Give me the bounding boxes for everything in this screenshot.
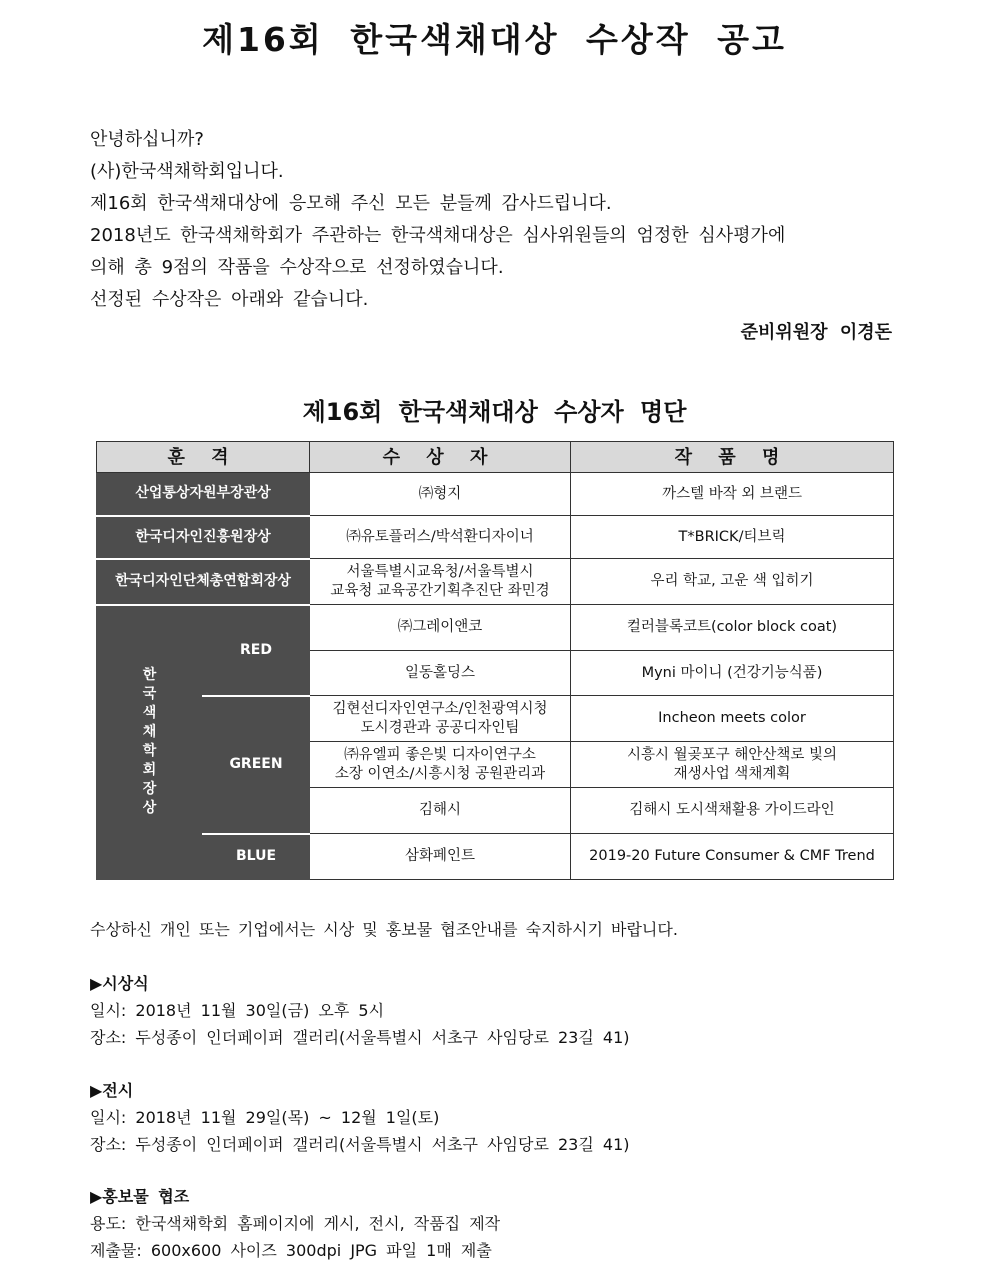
category-blue: BLUE [203, 834, 310, 880]
table-row [97, 473, 894, 516]
notice-text: 수상하신 개인 또는 기업에서는 시상 및 홍보물 협조안내를 숙지하시기 바랍니다. [90, 920, 678, 939]
winner-cell: ㈜그레이앤코 [310, 605, 571, 651]
table-row [97, 605, 894, 651]
section-heading: ▶전시 [90, 1081, 134, 1100]
signature: 준비위원장 이경돈 [740, 322, 892, 343]
work-cell: 까스텔 바작 외 브랜드 [571, 473, 894, 516]
winner-line: 김현선디자인연구소/인천광역시청 [332, 700, 548, 717]
section-line: 일시: 2018년 11월 29일(목) ~ 12월 1일(토) [90, 1108, 440, 1127]
winners-title: 제16회 한국색채대상 수상자 명단 [302, 398, 687, 426]
winner-line: 교육청 교육공간기획추진단 좌민경 [330, 582, 550, 599]
intro-line: (사)한국색채학회입니다. [90, 161, 284, 182]
winner-line: 서울특별시교육청/서울특별시 [346, 563, 534, 580]
intro-line: 의해 총 9점의 작품을 수상작으로 선정하였습니다. [90, 257, 504, 278]
work-cell: Myni 마이니 (건강기능식품) [571, 651, 894, 696]
header-work: 작 품 명 [571, 442, 894, 473]
work-cell: 우리 학교, 고운 색 입히기 [571, 559, 894, 605]
main-award-vertical-label: 한 국 색 채 학 회 장 상 [142, 667, 157, 817]
table-row [97, 834, 894, 880]
winner-cell: ㈜유토플러스/박석환디자이너 [310, 516, 571, 559]
winner-line: ㈜유엘피 좋은빛 디자이연구소 [344, 746, 536, 763]
winner-cell: 일동홀딩스 [310, 651, 571, 696]
award-cell: 한국디자인단체총연합회장상 [97, 559, 310, 605]
header-winner: 수 상 자 [310, 442, 571, 473]
main-award-cell [97, 605, 203, 880]
intro-line: 선정된 수상작은 아래와 같습니다. [90, 289, 369, 310]
intro-paragraph [90, 124, 890, 316]
work-cell: Incheon meets color [571, 696, 894, 742]
section-heading: ▶홍보물 협조 [90, 1187, 190, 1206]
award-cell: 산업통상자원부장관상 [97, 473, 310, 516]
section-line: 장소: 두성종이 인더페이퍼 갤러리(서울특별시 서초구 사임당로 23길 41) [90, 1028, 630, 1047]
table-row [97, 696, 894, 742]
table-row [97, 559, 894, 605]
intro-line: 제16회 한국색채대상에 응모해 주신 모든 분들께 감사드립니다. [90, 193, 612, 214]
section-line: 장소: 두성종이 인더페이퍼 갤러리(서울특별시 서초구 사임당로 23길 41) [90, 1135, 630, 1154]
header-award: 훈 격 [97, 442, 310, 473]
winner-cell [310, 559, 571, 605]
winner-cell [310, 696, 571, 742]
work-cell: 2019-20 Future Consumer & CMF Trend [571, 834, 894, 880]
work-line: 재생사업 색채계획 [673, 765, 791, 782]
intro-line: 2018년도 한국색채학회가 주관하는 한국색채대상은 심사위원들의 엄정한 심사평가에 [90, 225, 786, 246]
table-header-row [97, 442, 894, 473]
winner-cell: 삼화페인트 [310, 834, 571, 880]
table-row [97, 516, 894, 559]
section-ceremony [90, 970, 890, 1051]
winner-line: 도시경관과 공공디자인팀 [360, 719, 520, 736]
section-promotion [90, 1183, 890, 1264]
category-green: GREEN [203, 696, 310, 834]
work-cell [571, 742, 894, 788]
winner-cell: 김해시 [310, 788, 571, 834]
work-cell: T*BRICK/티브릭 [571, 516, 894, 559]
award-cell: 한국디자인진흥원장상 [97, 516, 310, 559]
section-line: 일시: 2018년 11월 30일(금) 오후 5시 [90, 1001, 385, 1020]
work-line: 시흥시 월곶포구 해안산책로 빛의 [627, 746, 837, 763]
winner-cell: ㈜형지 [310, 473, 571, 516]
section-line: 제출물: 600x600 사이즈 300dpi JPG 파일 1매 제출 [90, 1241, 492, 1260]
section-heading: ▶시상식 [90, 974, 149, 993]
section-line: 용도: 한국색채학회 홈페이지에 게시, 전시, 작품집 제작 [90, 1214, 501, 1233]
page-title: 제16회 한국색채대상 수상작 공고 [202, 20, 787, 59]
section-exhibition [90, 1077, 890, 1158]
category-red: RED [203, 605, 310, 696]
intro-line: 안녕하십니까? [90, 129, 204, 150]
work-cell: 컬러블록코트(color block coat) [571, 605, 894, 651]
winner-cell [310, 742, 571, 788]
winner-line: 소장 이연소/시흥시청 공원관리과 [334, 765, 546, 782]
winners-table [96, 441, 894, 880]
work-cell: 김해시 도시색채활용 가이드라인 [571, 788, 894, 834]
